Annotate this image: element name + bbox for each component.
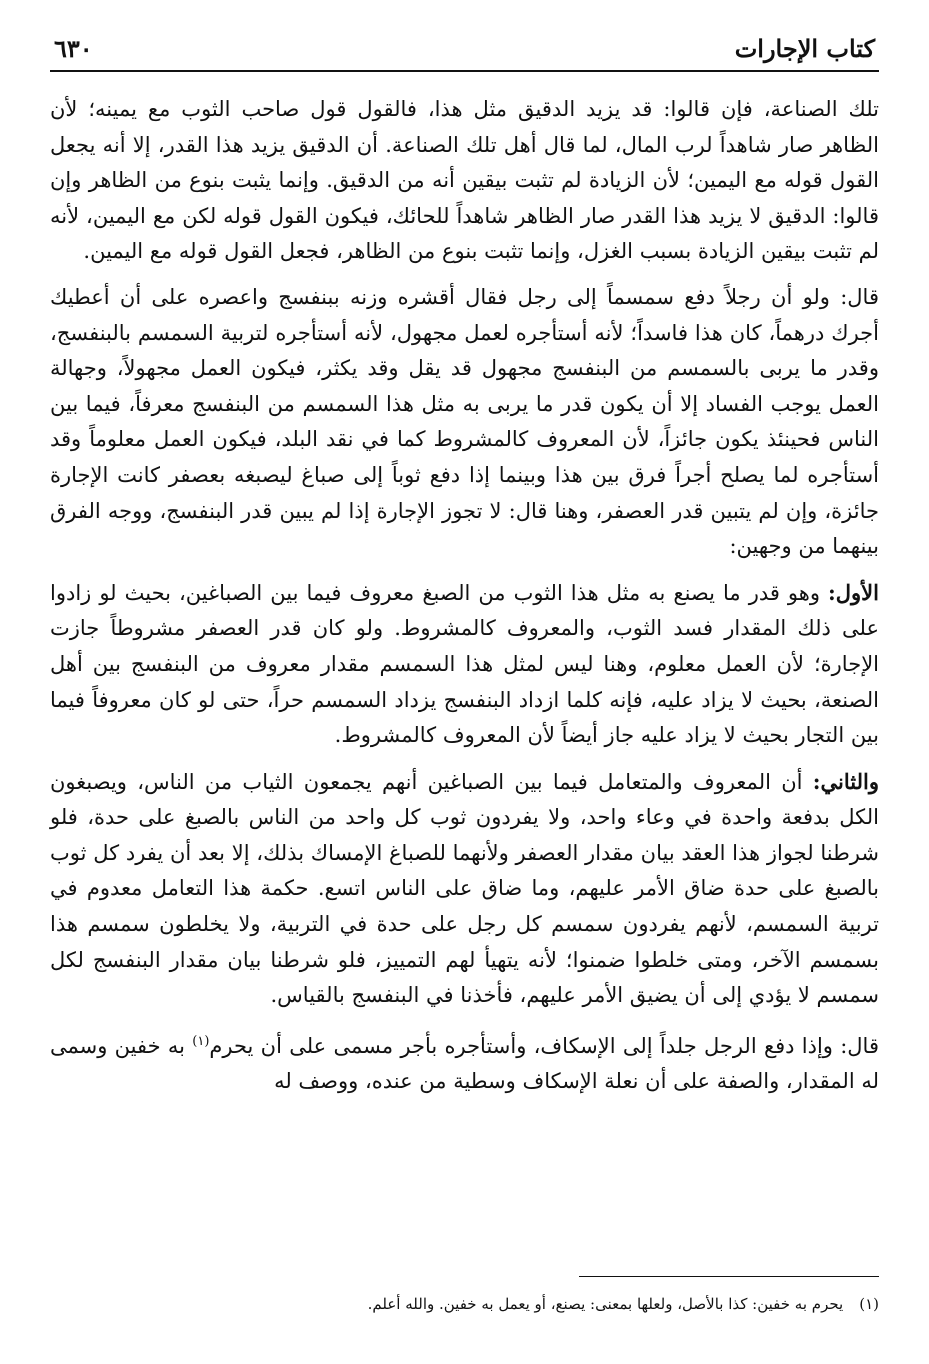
paragraph-lead: والثاني: xyxy=(812,768,879,794)
paragraph-3 xyxy=(50,575,879,754)
paragraph-2 xyxy=(50,280,879,565)
book-page xyxy=(50,28,879,1110)
footnote-reference[interactable]: (١) xyxy=(192,1033,210,1049)
paragraph-text: أن المعروف والمتعامل فيما بين الصباغين أنهم يجمعون الثياب من الناس، ويصبغون الكل بدفعة واحدة في وعاء واحد، ولا يفردون ثوب كل واحد من الناس بالصبغ على حدة، فلو شرطنا لجواز هذا العقد بيان مقدار العصفر ولأنهما للصباغ الإمساك بذلك، إلا بعد أن يفرد كل ثوب بالصبغ على حدة ضاق الأمر عليهم، وما ضاق على الناس اتسع. حكمة هذا التعامل معدوم في تربية السمسم، لأنهم يفردون سمسم كل رجل على حدة في التربية، ولا يخلطون سمسم هذا بسمسم الآخر، ومتى خلطوا ضمنوا؛ لأنه يتهيأ لهم التمييز، فلو شرطنا بيان مقدار البنفسج لكل سمسم لا يؤدي إلى أن يضيق الأمر عليهم، فأخذنا في البنفسج بالقياس. xyxy=(50,769,879,1008)
paragraph-4 xyxy=(50,764,879,1014)
book-title: كتاب الإجارات xyxy=(734,34,875,63)
footnote-text: يحرم به خفين: كذا بالأصل، ولعلها بمعنى: يصنع، أو يعمل به خفين. والله أعلم. xyxy=(367,1295,844,1313)
paragraph-text: قال: ولو أن رجلاً دفع سمسماً إلى رجل فقال أقشره وزنه ببنفسج واعصره على أن أعطيك أجرك درهماً، كان هذا فاسداً؛ لأنه أستأجره لعمل مجهول، لأنه أستأجره لتربية السمسم بالبنفسج، وقدر ما يربى بالسمسم من البنفسج مجهول قد يقل وقد يكثر، فيكون العمل مجهولاً، وجهالة العمل يوجب الفساد إلا أن يكون قدر ما يربى به مثل هذا السمسم من البنفسج معرفاً، فيما بين الناس فحينئذ يكون جائزاً، لأن المعروف كالمشروط كما في نقد البلد، فيكون العمل معلوماً وقد أستأجره لما يصلح أجراً فرق بين هذا وبينما إذا دفع ثوباً إلى صباغ ليصبغه بعصفر كانت الإجارة جائزة، وإن لم يتبين قدر العصفر، وهنا قال: لا تجوز الإجارة إذا لم يبين قدر البنفسج، ووجه الفرق بينهما من وجهين: xyxy=(50,284,879,559)
paragraph-text: قال: وإذا دفع الرجل جلداً إلى الإسكاف، وأستأجره بأجر مسمى على أن يحرم xyxy=(209,1033,879,1058)
footnote xyxy=(50,1292,879,1316)
paragraph-text: وهو قدر ما يصنع به مثل هذا الثوب من الصبغ معروف فيما بين الصباغين، بحيث لو زادوا على ذلك المقدار فسد الثوب، والمعروف كالمشروط. ولو كان قدر العصفر مشروطاً جازت الإجارة؛ لأن العمل معلوم، وهنا ليس لمثل هذا السمسم مقدار معروف من البنفسج بين أهل الصنعة، بحيث لا يزاد عليه، فإنه كلما ازداد البنفسج يزداد السمسم حراً، حتى لو كان معروفاً فيما بين التجار بحيث لا يزاد عليه جاز أيضاً لأن المعروف كالمشروط. xyxy=(50,580,879,748)
paragraph-text-continued: به خفين وسمى له المقدار، والصفة على أن نعلة الإسكاف وسطية من عنده، ووصف له xyxy=(50,1033,879,1094)
page-header xyxy=(50,28,879,72)
footnote-divider xyxy=(579,1276,879,1277)
page-number: ٦٣٠ xyxy=(54,34,93,63)
paragraph-text: تلك الصناعة، فإن قالوا: قد يزيد الدقيق مثل هذا، فالقول قول صاحب الثوب مع يمينه؛ لأن الظاهر صار شاهداً لرب المال، لما قال أهل تلك الصناعة. أن الدقيق يزيد هذا القدر، إلا أنه يجعل القول قوله مع اليمين؛ لأن الزيادة لم تثبت بيقين أنه من الدقيق. وإنما يثبت بنوع من الظاهر وإن قالوا: الدقيق لا يزيد هذا القدر صار الظاهر شاهداً للحائك، فيكون القول قوله لكن مع اليمين، لأنه لم تثبت بيقين الزيادة بسبب الغزل، وإنما تثبت بنوع من الظاهر، فجعل القول قوله مع اليمين. xyxy=(50,97,879,264)
paragraph-1 xyxy=(50,92,879,270)
page-body xyxy=(50,92,879,1100)
footnote-number: (١) xyxy=(859,1295,879,1313)
paragraph-lead: الأول: xyxy=(828,579,879,605)
paragraph-5 xyxy=(50,1024,879,1100)
